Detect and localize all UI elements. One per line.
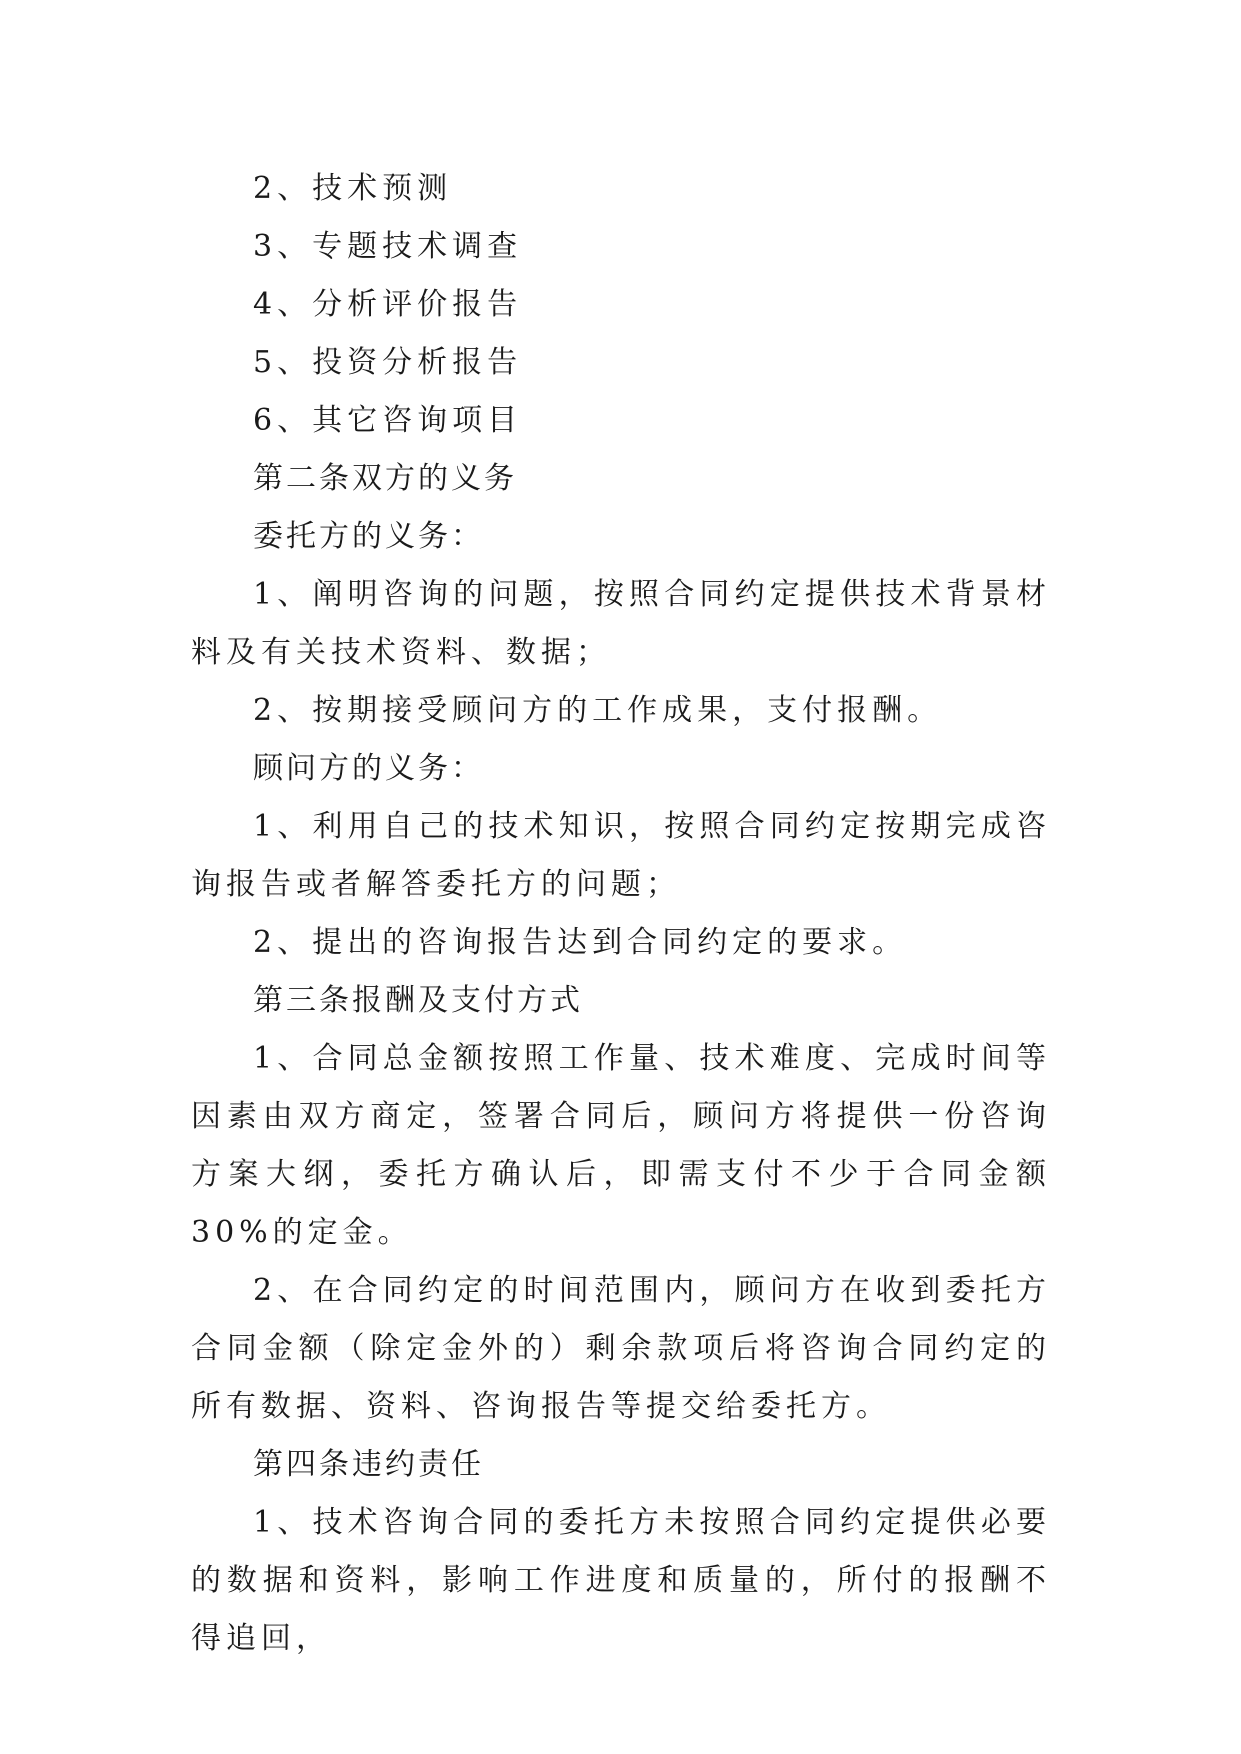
list-item-tech-forecast: 2、技术预测 [253,171,453,206]
payment-clause-2: 2、在合同约定的时间范围内，顾问方在收到委托方合同金额（除定金外的）剩余款项后将咨询合同约定的所有数据、资料、咨询报告等提交给委托方。 [191,1273,1051,1424]
consultant-duty-2: 2、提出的咨询报告达到合同约定的要求。 [253,925,908,960]
article-3-heading: 第三条报酬及支付方式 [253,983,583,1018]
article-2-heading: 第二条双方的义务 [253,461,517,496]
consultant-duties-heading: 顾问方的义务： [253,751,484,786]
client-duties-heading: 委托方的义务： [253,519,484,554]
list-item-analysis-report: 4、分析评价报告 [253,287,523,322]
list-item-other-projects: 6、其它咨询项目 [253,403,523,438]
document-body [191,160,1051,1668]
list-item-investment-report: 5、投资分析报告 [253,345,523,380]
payment-clause-1: 1、合同总金额按照工作量、技术难度、完成时间等因素由双方商定，签署合同后，顾问方将提供一份咨询方案大纲，委托方确认后，即需支付不少于合同金额30%的定金。 [191,1041,1051,1250]
consultant-duty-1: 1、利用自己的技术知识，按照合同约定按期完成咨询报告或者解答委托方的问题； [191,809,1051,902]
client-duty-1: 1、阐明咨询的问题，按照合同约定提供技术背景材料及有关技术资料、数据； [191,577,1051,670]
liability-clause-1: 1、技术咨询合同的委托方未按照合同约定提供必要的数据和资料，影响工作进度和质量的，所付的报酬不得追回， [191,1505,1051,1656]
client-duty-2: 2、按期接受顾问方的工作成果，支付报酬。 [253,693,943,728]
article-4-heading: 第四条违约责任 [253,1447,484,1482]
list-item-special-survey: 3、专题技术调查 [253,229,523,264]
